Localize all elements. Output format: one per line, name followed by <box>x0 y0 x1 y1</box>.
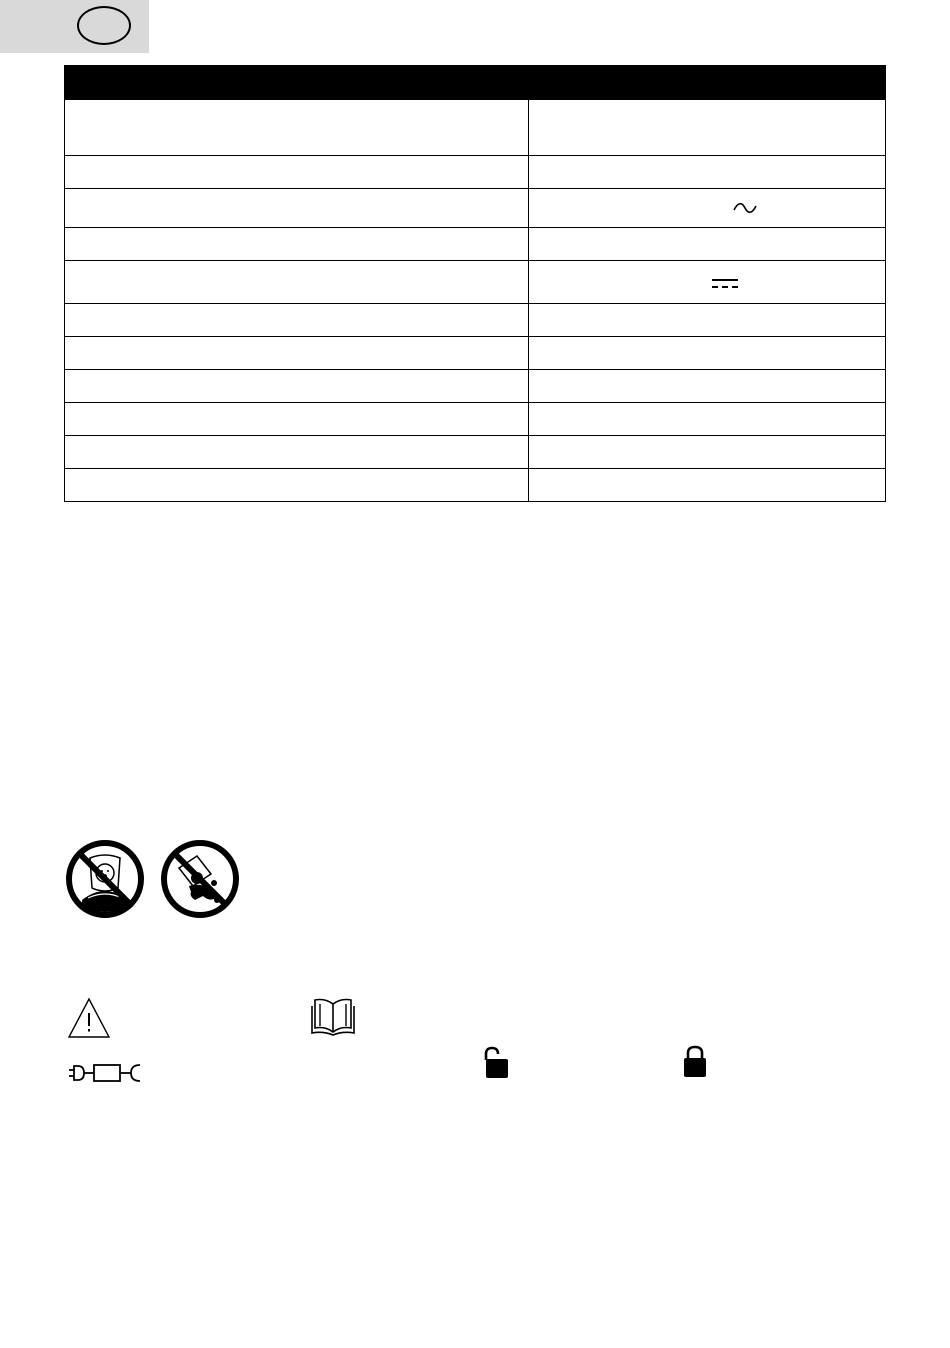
table-row <box>65 156 886 189</box>
spec-value <box>529 228 886 261</box>
spec-name <box>65 403 529 436</box>
spec-value <box>529 100 886 156</box>
table-row <box>65 304 886 337</box>
ac-tilde-icon <box>732 201 758 215</box>
dc-symbol-icon <box>711 277 739 291</box>
spec-name <box>65 469 529 502</box>
spec-name <box>65 189 529 228</box>
table-row <box>65 337 886 370</box>
table-row <box>65 261 886 304</box>
spec-name <box>65 337 529 370</box>
locked-padlock-icon <box>681 1045 709 1079</box>
spec-value <box>529 337 886 370</box>
spec-value <box>529 469 886 502</box>
technical-specifications-table <box>64 65 886 502</box>
spec-value <box>529 261 886 304</box>
table-row <box>65 370 886 403</box>
spec-name <box>65 156 529 189</box>
table-row <box>65 100 886 156</box>
spec-name <box>65 228 529 261</box>
spec-value <box>529 436 886 469</box>
spec-name <box>65 370 529 403</box>
table-header-row <box>65 66 886 100</box>
no-child-playing-bag-icon <box>159 838 241 920</box>
spec-value <box>529 403 886 436</box>
language-tab <box>0 0 149 53</box>
spec-value <box>529 304 886 337</box>
spec-name <box>65 261 529 304</box>
spec-name <box>65 100 529 156</box>
spec-name <box>65 304 529 337</box>
language-badge <box>77 6 131 45</box>
open-book-manual-icon <box>311 996 355 1036</box>
spec-value <box>529 156 886 189</box>
plug-cord-icon <box>67 1061 143 1085</box>
no-infant-in-bag-icon <box>64 838 146 920</box>
table-row <box>65 228 886 261</box>
table-header-cell <box>529 66 886 100</box>
warning-triangle-icon <box>67 997 111 1039</box>
table-row <box>65 469 886 502</box>
unlocked-padlock-icon <box>482 1046 510 1080</box>
spec-value <box>529 370 886 403</box>
table-row <box>65 403 886 436</box>
table-row <box>65 436 886 469</box>
spec-name <box>65 436 529 469</box>
table-row <box>65 189 886 228</box>
table-header-cell <box>65 66 529 100</box>
spec-value <box>529 189 886 228</box>
